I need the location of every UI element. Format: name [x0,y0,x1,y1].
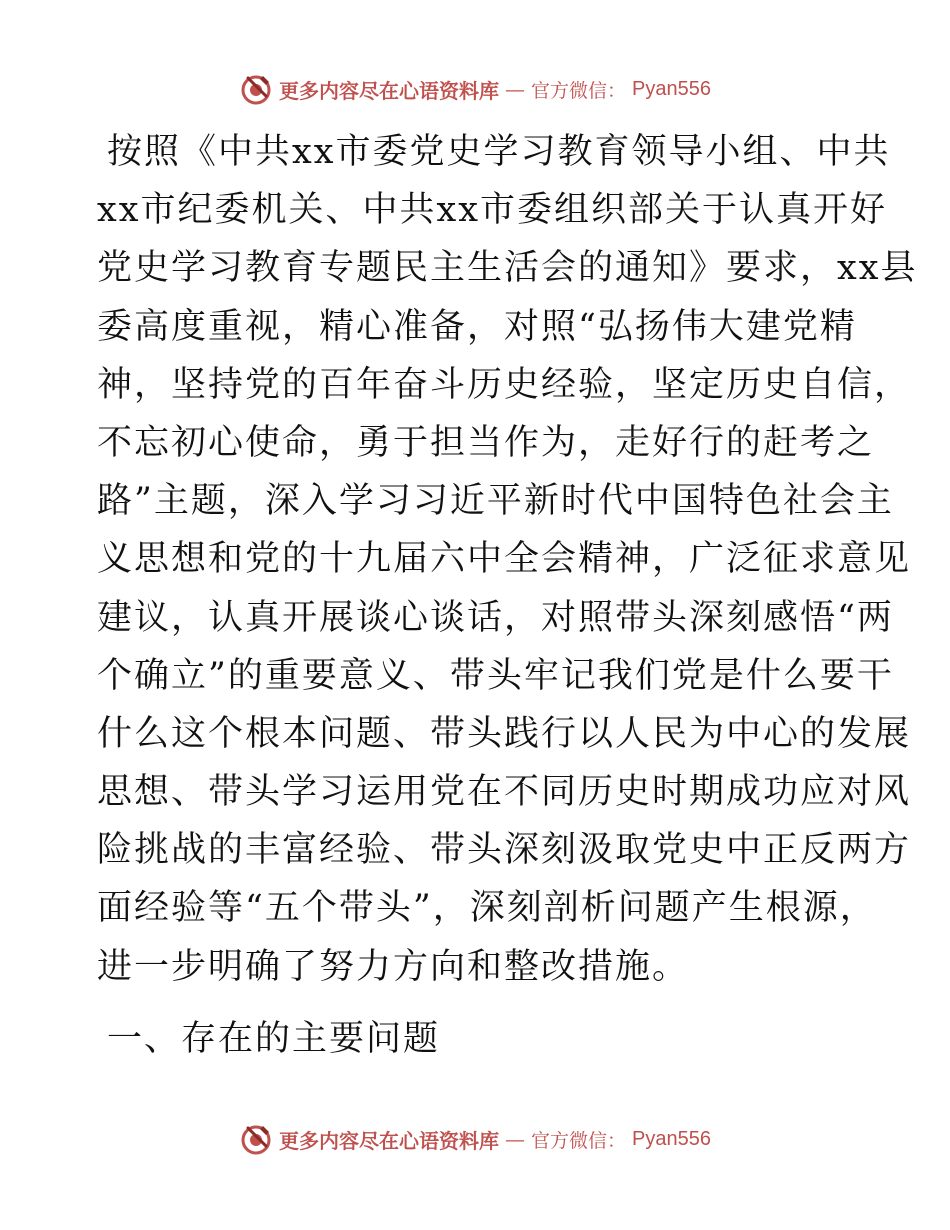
banner-wechat-label: 官方微信： [531,79,627,102]
banner-separator: — [505,77,525,101]
paragraph-line: 什么这个根本问题、带头践行以人民为中心的发展 [97,713,912,754]
paragraph-line: 建议，认真开展谈心谈话，对照带头深刻感悟“两 [97,597,894,638]
paragraph-line: 委高度重视，精心准备，对照“弘扬伟大建党精 [97,306,857,347]
paragraph-line: 思想、带头学习运用党在不同历史时期成功应对风 [97,772,912,813]
paragraph-line: 神，坚持党的百年奋斗历史经验，坚定历史自信， [97,364,912,405]
paragraph-line: 义思想和党的十九届六中全会精神，广泛征求意见 [97,539,912,580]
logo-icon [239,72,273,106]
paragraph-line: 进一步明确了努力方向和整改措施。 [97,946,690,987]
paragraph-line: 党史学习教育专题民主生活会的通知》要求，xx县 [97,248,918,289]
paragraph-line: 不忘初心使命，勇于担当作为，走好行的赶考之 [97,422,875,463]
header-banner [0,72,950,106]
banner-separator: — [505,1127,525,1151]
paragraph-line: 按照《中共xx市委党史学习教育领导小组、中共 [107,132,891,172]
paragraph-line: xx市纪委机关、中共xx市委组织部关于认真开好 [97,190,887,231]
footer-banner [0,1122,950,1156]
banner-wechat-label: 官方微信： [531,1129,627,1152]
paragraph-line: 个确立”的重要意义、带头牢记我们党是什么要干 [97,655,894,696]
section-heading: 一、存在的主要问题 [107,1019,441,1059]
paragraph-line: 路”主题，深入学习习近平新时代中国特色社会主 [97,481,894,522]
paragraph-line: 面经验等“五个带头”，深刻剖析问题产生根源， [97,888,877,929]
banner-text: 更多内容尽在心语资料库 [279,78,499,103]
logo-icon [239,1122,273,1156]
banner-text: 更多内容尽在心语资料库 [279,1128,499,1153]
banner-wechat-id: Pyan556 [632,1127,711,1150]
paragraph-line: 险挑战的丰富经验、带头深刻汲取党史中正反两方 [97,830,912,871]
body-paragraph [97,123,918,996]
banner-wechat-id: Pyan556 [632,77,711,100]
